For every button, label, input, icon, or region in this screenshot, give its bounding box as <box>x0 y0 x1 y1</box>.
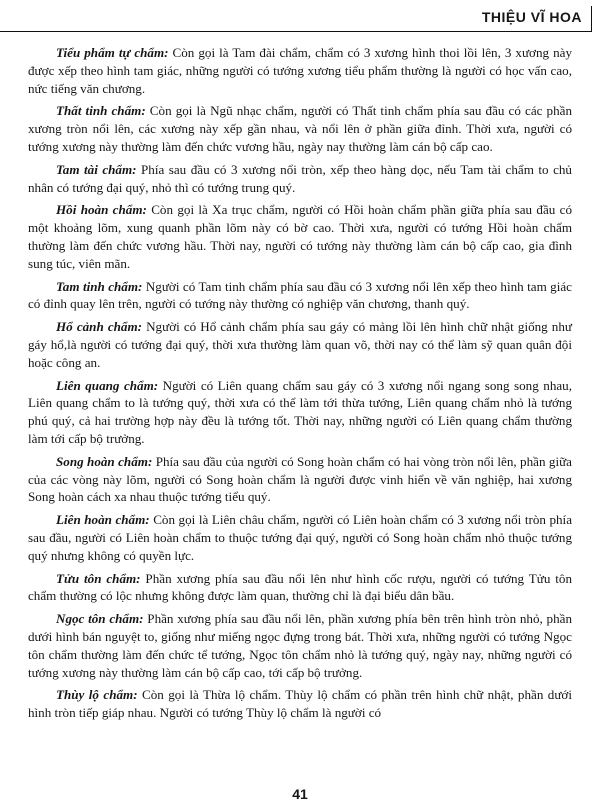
entry-term: Thùy lộ chẩm: <box>56 687 138 703</box>
entry-term: Song hoàn chẩm: <box>56 453 153 469</box>
entry-text: Phía sau đầu của người có Song hoàn chẩm có hai vòng tròn nổi lên, phần giữa của các vòng này lõm, người có Song hoàn chẩm là người được vinh hiển về văn nghiệp, hai xương Song hoàn cách xa nhau thuộc tướng tiểu quý. <box>28 453 572 505</box>
entry-text: Còn gọi là Tam đài chẩm, chẩm có 3 xương hình thoi lồi lên, 3 xương này được xếp theo hình tam giác, những người có tướng xương tiểu phẩm thường là người có học vấn cao, nức tiếng văn chương. <box>28 45 572 96</box>
entry-text: Người có Tam tinh chẩm phía sau đầu có 3 xương nổi lên xếp theo hình tam giác có đỉnh quay lên trên, người có tướng này thường có nghiệp văn chương, thanh quý. <box>28 278 572 312</box>
entry-text: Còn gọi là Xa trục chẩm, người có Hồi hoàn chẩm phần giữa phía sau đầu có một khoảng lõm, xung quanh phần lõm này có bờ cao. Thời xưa, người có tướng Hồi hoàn chẩm thường làm đến chức vương hầu. Thời nay, người có tướng này thường làm cán bộ cấp cao, gia đình sung túc, viên mãn. <box>28 202 573 271</box>
entry-text: Người có Liên quang chẩm sau gáy có 3 xương nổi ngang song song nhau, Liên quang chẩm to là tướng quý, thời xưa có thể làm tới thừa tướng, Liên quang chẩm nhỏ là tướng phú quý, cả hai trường hợp này đều là tướng tốt. Thời nay, những người có Liên quang chẩm thường làm tới cấp bộ trưởng. <box>28 377 572 446</box>
entry-tieu-pham-tu-cham <box>28 44 572 97</box>
entry-term: Hổ cảnh chẩm: <box>56 319 143 335</box>
entry-term: Tửu tôn chẩm: <box>56 570 141 586</box>
entry-text: Phần xương phía sau đầu nổi lên, phần xương phía bên trên hình tròn nhỏ, phần dưới hình bán nguyệt to, giống như miếng ngọc đựng trong bát. Thời xưa, những người có tướng Ngọc tôn chẩm thường làm đến chức tể tướng, Ngọc tôn chẩm nhỏ là tướng quý, ngày nay, những người có tướng xương này thường làm cán bộ cấp cao, tới cấp bộ trưởng. <box>28 611 572 680</box>
page-number: 41 <box>292 786 308 802</box>
header-vertical-rule <box>591 6 592 32</box>
entry-term: Tam tinh chẩm: <box>56 278 143 294</box>
entry-thuy-lo-cham <box>28 686 572 722</box>
entry-text: Phía sau đầu có 3 xương nổi tròn, xếp theo hàng dọc, nếu Tam tài chẩm to chủ nhân có tướng đại quý, nhỏ thì có tướng trung quý. <box>28 161 572 195</box>
running-header-author: THIỆU VĨ HOA <box>481 9 582 25</box>
header-rule <box>0 31 592 32</box>
entry-ho-canh-cham <box>28 318 572 371</box>
page-body <box>28 44 572 727</box>
entry-tuu-ton-cham <box>28 570 572 606</box>
entry-text: Người có Hổ cảnh chẩm phía sau gáy có mảng lồi lên hình chữ nhật giống như gáy hổ,là người có tướng đại quý, thời xưa thường làm quan võ, thời nay có thể làm sỹ quan quân đội hoặc công an. <box>28 319 572 370</box>
entry-ngoc-ton-cham <box>28 610 572 681</box>
running-header <box>0 0 600 37</box>
entry-text: Phần xương phía sau đầu nổi lên như hình cốc rượu, người có tướng Tửu tôn chẩm thường có lộc nhưng không được làm quan, thường chỉ là đại biểu dân bầu. <box>28 570 572 604</box>
entry-text: Còn gọi là Ngũ nhạc chẩm, người có Thất tinh chẩm phía sau đầu có các phần xương tròn nổi lên, các xương này xếp gần nhau, và nổi lên ở phần giữa đỉnh. Thời xưa, người có tướng xương này thường làm đến chức vương hầu, ngày nay thường làm cán bộ cấp cao. <box>28 103 572 154</box>
entry-term: Thất tinh chẩm: <box>56 103 146 119</box>
entry-term: Liên hoàn chẩm: <box>56 512 150 528</box>
entry-term: Tam tài chẩm: <box>56 161 137 177</box>
entry-that-tinh-cham <box>28 102 572 155</box>
entry-text: Còn gọi là Thừa lộ chẩm. Thùy lộ chẩm có phần trên hình chữ nhật, phần dưới hình tròn tiếp giáp nhau. Người có tướng Thùy lộ chẩm là người có <box>28 687 572 721</box>
entry-lien-quang-cham <box>28 377 572 448</box>
entry-lien-hoan-cham <box>28 511 572 564</box>
entry-term: Hồi hoàn chẩm: <box>56 202 147 218</box>
entry-tam-tinh-cham <box>28 278 572 314</box>
entry-term: Ngọc tôn chẩm: <box>56 611 144 627</box>
entry-tam-tai-cham <box>28 161 572 197</box>
entry-song-hoan-cham <box>28 453 572 506</box>
entry-term: Liên quang chẩm: <box>56 377 159 393</box>
entry-text: Còn gọi là Liên châu chẩm, người có Liên hoàn chẩm có 3 xương nổi tròn phía sau đầu, người có Liên hoàn chẩm to thuộc tướng đại quý, người có Song hoàn chẩm nhỏ thuộc tướng quý nhưng không có quyền lực. <box>28 512 573 563</box>
entry-hoi-hoan-cham <box>28 201 572 272</box>
entry-term: Tiểu phẩm tự chẩm: <box>56 45 169 60</box>
